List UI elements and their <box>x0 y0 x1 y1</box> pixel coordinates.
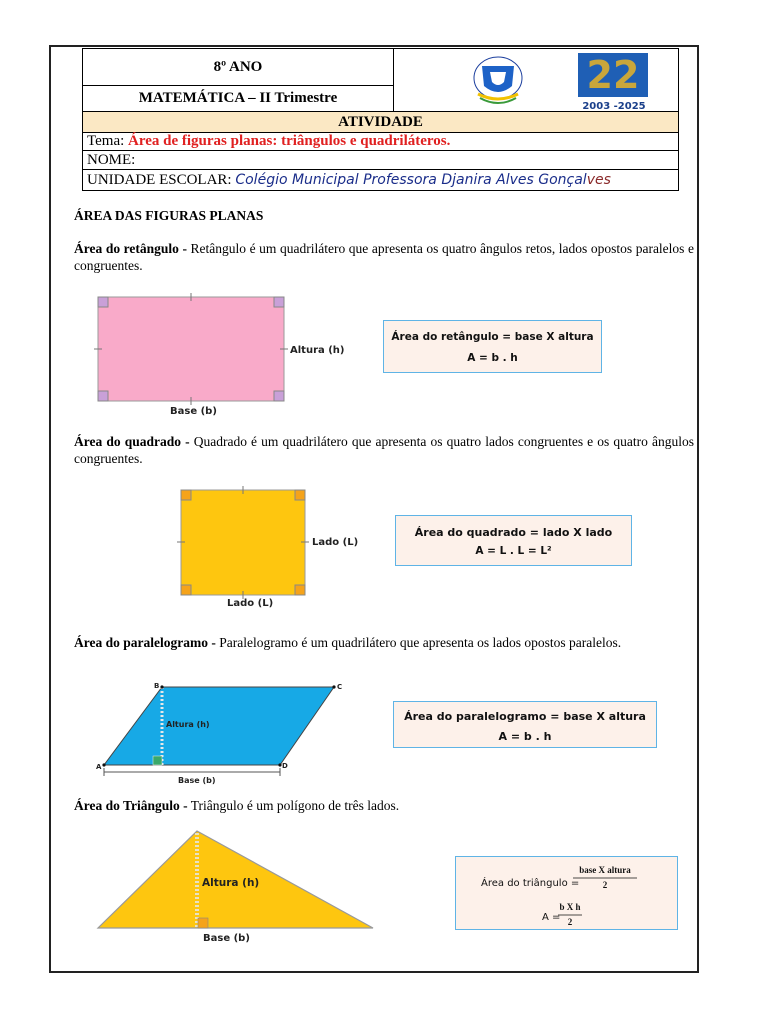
square-figure <box>175 485 365 610</box>
triangle-formula-box <box>455 856 678 930</box>
tema-value: Área de figuras planas: triângulos e quadriláteros. <box>128 133 451 149</box>
triangle-formula-prefix: Área do triângulo = <box>481 878 580 889</box>
vertex-d-label: D <box>282 762 288 770</box>
triangle-height-label: Altura (h) <box>202 877 260 889</box>
parallelogram-figure <box>94 680 354 790</box>
vertex-b-label: B <box>154 682 160 690</box>
right-angle-marker <box>181 585 191 595</box>
rectangle-formula-line1: Área do retângulo = base X altura <box>391 331 594 343</box>
square-term: Área do quadrado - <box>74 434 190 449</box>
right-angle-marker <box>181 490 191 500</box>
square-formula-line1: Área do quadrado = lado X lado <box>414 526 613 539</box>
parallelogram-formula-line1: Área do paralelogramo = base X altura <box>404 710 646 723</box>
parallelogram-height-label: Altura (h) <box>166 720 210 729</box>
parallelogram-formula-line2: A = b . h <box>498 730 552 743</box>
rectangle-figure <box>90 290 350 420</box>
triangle-formula2-denominator: 2 <box>567 917 573 927</box>
right-angle-marker <box>274 297 284 307</box>
triangle-formula-denominator: 2 <box>602 880 608 890</box>
vertex-a-label: A <box>96 763 102 771</box>
rectangle-term: Área do retângulo - <box>74 241 187 256</box>
rectangle-height-label: Altura (h) <box>290 345 345 356</box>
right-angle-marker <box>198 918 208 928</box>
parallelogram-shape <box>104 687 334 765</box>
grade-cell: 8º ANO <box>83 49 394 86</box>
rectangle-formula-line2: A = b . h <box>467 352 518 364</box>
square-desc: Quadrado é um quadrilátero que apresenta os quatro lados congruentes e os quatro ângulos congruentes. <box>74 434 694 466</box>
right-angle-marker <box>295 585 305 595</box>
logos-cell <box>394 49 679 112</box>
triangle-figure <box>95 826 380 951</box>
main-title: ÁREA DAS FIGURAS PLANAS <box>74 208 264 223</box>
triangle-base-label: Base (b) <box>203 933 250 944</box>
right-angle-marker <box>274 391 284 401</box>
square-formula-line2: A = L . L = L² <box>475 545 552 557</box>
triangle-desc: Triângulo é um polígono de três lados. <box>190 798 400 813</box>
tema-label: Tema: <box>87 133 125 149</box>
right-angle-marker <box>98 297 108 307</box>
square-shape <box>181 490 305 595</box>
rectangle-desc: Retângulo é um quadrilátero que apresenta os quatro ângulos retos, lados opostos paralelos e congruentes. <box>74 241 694 273</box>
triangle-term: Área do Triângulo - <box>74 798 188 813</box>
right-angle-marker <box>295 490 305 500</box>
parallelogram-formula-box <box>393 701 657 748</box>
header-table <box>82 48 679 191</box>
triangle-formula2-numerator: b X h <box>559 902 581 912</box>
square-formula-box <box>395 515 632 566</box>
school-name-end: ves <box>586 171 611 188</box>
anniversary-logo-icon <box>578 53 648 111</box>
rectangle-base-label: Base (b) <box>170 406 217 417</box>
square-description <box>74 433 694 467</box>
tema-row <box>83 133 679 151</box>
logos <box>398 50 683 111</box>
vertex-c-label: C <box>337 683 343 691</box>
parallelogram-description <box>74 634 694 651</box>
right-angle-marker <box>98 391 108 401</box>
triangle-formula-numerator: base X altura <box>579 865 631 875</box>
square-side-label: Lado (L) <box>312 537 359 548</box>
subject-cell: MATEMÁTICA – II Trimestre <box>83 86 394 112</box>
anniversary-number: 22 <box>586 52 640 97</box>
school-emblem-icon <box>474 57 522 103</box>
triangle-description <box>74 797 694 814</box>
school-name: Colégio Municipal Professora Djanira Alves Gonçal <box>235 171 587 188</box>
unidade-row <box>83 170 679 191</box>
unidade-label: UNIDADE ESCOLAR: <box>87 171 232 188</box>
triangle-formula2-prefix: A = <box>542 912 561 923</box>
rectangle-description <box>74 240 694 274</box>
rectangle-formula-box <box>383 320 602 373</box>
square-bottom-label: Lado (L) <box>227 598 274 609</box>
parallelogram-desc: Paralelogramo é um quadrilátero que apresenta os lados opostos paralelos. <box>219 635 622 650</box>
parallelogram-base-label: Base (b) <box>178 776 216 785</box>
anniversary-years: 2003 -2025 <box>582 100 646 111</box>
parallelogram-term: Área do paralelogramo - <box>74 635 216 650</box>
right-angle-marker <box>153 756 162 765</box>
name-field[interactable]: NOME: <box>83 151 679 170</box>
activity-title: ATIVIDADE <box>83 112 679 133</box>
triangle-formula <box>456 857 677 929</box>
rectangle-shape <box>98 297 284 401</box>
